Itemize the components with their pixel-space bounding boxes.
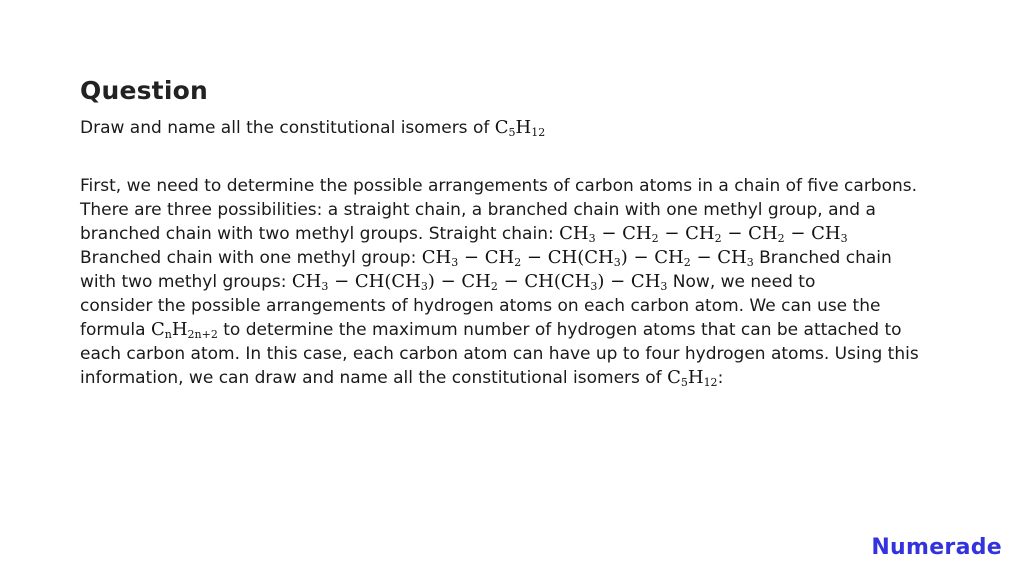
answer-line-6: consider the possible arrangements of hydrogen atoms on each carbon atom. We can use the [80, 296, 881, 316]
two-methyl-chain-formula: $CH_3 - CH(CH_3) - CH_2 - CH(CH_3) - CH_3$ [291, 271, 668, 293]
answer-line-2: There are three possibilities: a straight chain, a branched chain with one methyl group, and a [80, 200, 876, 220]
numerade-logo: Numerade [871, 535, 1002, 560]
answer-line-7: formula $C_nH_{2n+2}$ to determine the maximum number of hydrogen atoms that can be attached to [80, 319, 902, 341]
answer-line-5: with two methyl groups: $CH_3 - CH(CH_3) - CH_2 - CH(CH_3) - CH_3$ Now, we need to [80, 271, 816, 293]
one-methyl-chain-formula: $CH_3 - CH_2 - CH(CH_3) - CH_2 - CH_3$ [421, 247, 754, 269]
general-alkane-formula: $C_nH_{2n+2}$ [150, 319, 218, 341]
answer-line-8: each carbon atom. In this case, each carbon atom can have up to four hydrogen atoms. Using this [80, 344, 919, 364]
answer-body [80, 174, 960, 390]
straight-chain-formula: $CH_3 - CH_2 - CH_2 - CH_2 - CH_3$ [559, 223, 848, 245]
answer-line-1: First, we need to determine the possible arrangements of carbon atoms in a chain of five carbons. [80, 176, 918, 196]
question-heading: Question [80, 76, 208, 105]
answer-line-9: information, we can draw and name all the constitutional isomers of $C_5H_{12}$: [80, 367, 724, 389]
question-prompt: Draw and name all the constitutional isomers of [80, 118, 495, 138]
question-text [80, 116, 960, 140]
question-formula: $C_5H_{12}$ [494, 117, 546, 139]
answer-line-4: Branched chain with one methyl group: $CH_3 - CH_2 - CH(CH_3) - CH_2 - CH_3$ Branched chain [80, 247, 892, 269]
final-formula: $C_5H_{12}$ [667, 367, 718, 389]
answer-line-3: branched chain with two methyl groups. Straight chain: $CH_3 - CH_2 - CH_2 - CH_2 - CH_3$ [80, 223, 848, 245]
